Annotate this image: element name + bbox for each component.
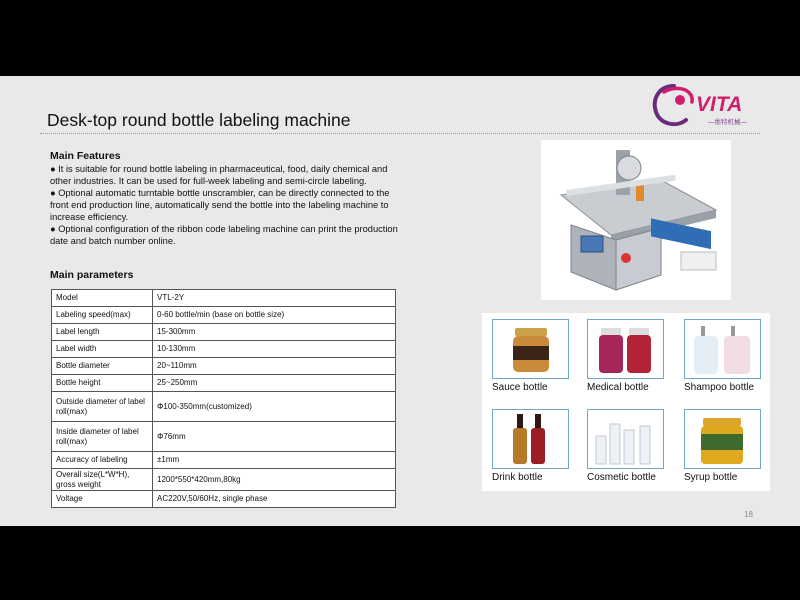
param-key: Model	[52, 290, 153, 307]
param-key: Overall size(L*W*H), gross weight	[52, 469, 153, 491]
table-row	[52, 392, 396, 422]
page-number: 18	[744, 510, 753, 519]
param-key: Bottle height	[52, 375, 153, 392]
param-key: Bottle diameter	[52, 358, 153, 375]
features-heading: Main Features	[50, 150, 121, 162]
sample-bottles-gallery	[482, 313, 770, 491]
param-key: Label length	[52, 324, 153, 341]
param-key: Label width	[52, 341, 153, 358]
sample-label: Drink bottle	[492, 472, 543, 483]
sauce-bottle-image	[492, 319, 569, 379]
feature-item: ● Optional configuration of the ribbon code labeling machine can print the production date and batch number online.	[50, 224, 398, 246]
slide	[0, 76, 800, 526]
param-key: Labeling speed(max)	[52, 307, 153, 324]
parameters-heading: Main parameters	[50, 269, 134, 281]
feature-item: ● Optional automatic turntable bottle unscrambler, can be directly connected to the front end production line, automatically send the bottle into the labeling machine to increase efficiency.	[50, 188, 390, 222]
param-value: 25~250mm	[153, 375, 396, 392]
param-value: ±1mm	[153, 452, 396, 469]
syrup-bottle-image	[684, 409, 761, 469]
table-row	[52, 491, 396, 508]
param-key: Inside diameter of label roll(max)	[52, 422, 153, 452]
labeling-machine-image	[541, 140, 731, 300]
param-value: 20~110mm	[153, 358, 396, 375]
param-value: 1200*550*420mm,80kg	[153, 469, 396, 491]
table-row	[52, 307, 396, 324]
param-value: 10-130mm	[153, 341, 396, 358]
table-row	[52, 324, 396, 341]
table-row	[52, 358, 396, 375]
param-value: Φ100-350mm(customized)	[153, 392, 396, 422]
parameters-table	[51, 289, 396, 508]
table-row	[52, 341, 396, 358]
sample-label: Cosmetic bottle	[587, 472, 656, 483]
table-row	[52, 422, 396, 452]
sample-label: Shampoo bottle	[684, 382, 755, 393]
page-title: Desk-top round bottle labeling machine	[47, 110, 351, 130]
logo-subtitle: —维特机械—	[708, 118, 747, 126]
logo-brand: VITA	[696, 93, 743, 116]
param-key: Voltage	[52, 491, 153, 508]
medical-bottle-image	[587, 319, 664, 379]
table-row	[52, 469, 396, 491]
sample-label: Medical bottle	[587, 382, 649, 393]
param-value: 15-300mm	[153, 324, 396, 341]
drink-bottle-image	[492, 409, 569, 469]
vita-logo	[650, 80, 760, 130]
feature-item: ● It is suitable for round bottle labeling in pharmaceutical, food, daily chemical and other industries. It can be used for full-week labeling and semi-circle labeling.	[50, 164, 388, 186]
param-value: Φ76mm	[153, 422, 396, 452]
param-value: AC220V,50/60Hz, single phase	[153, 491, 396, 508]
param-key: Outside diameter of label roll(max)	[52, 392, 153, 422]
features-list	[50, 163, 405, 247]
shampoo-bottle-image	[684, 319, 761, 379]
param-value: 0-60 bottle/min (base on bottle size)	[153, 307, 396, 324]
table-row	[52, 452, 396, 469]
sample-label: Syrup bottle	[684, 472, 738, 483]
table-row	[52, 290, 396, 307]
sample-label: Sauce bottle	[492, 382, 548, 393]
title-divider	[40, 133, 760, 134]
table-row	[52, 375, 396, 392]
cosmetic-bottle-image	[587, 409, 664, 469]
param-key: Accuracy of labeling	[52, 452, 153, 469]
param-value: VTL-2Y	[153, 290, 396, 307]
